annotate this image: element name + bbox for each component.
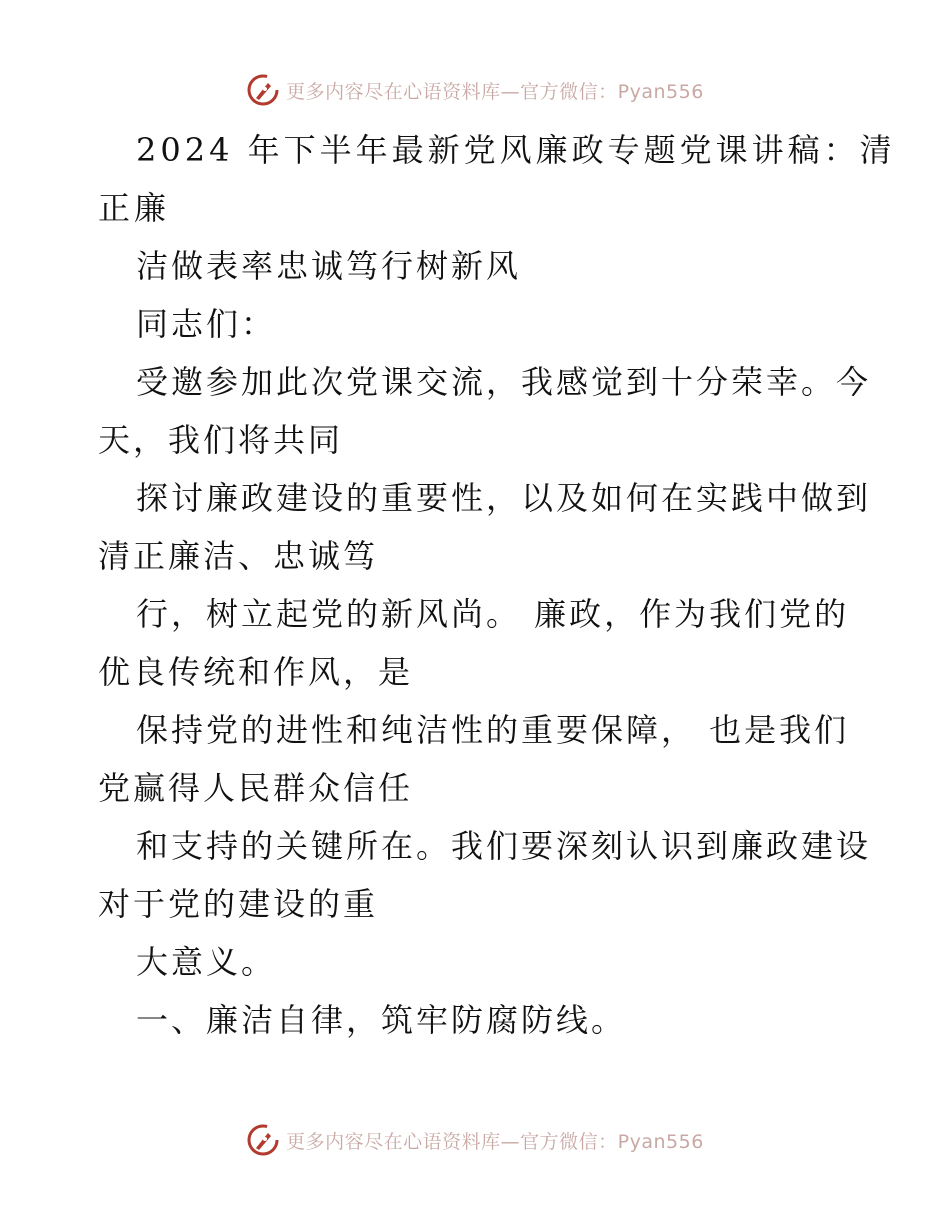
doc-text-line: 行，树立起党的新风尚。 廉政，作为我们党的 [136, 595, 850, 633]
document-body [98, 121, 896, 1049]
doc-section-heading: 一、廉洁自律，筑牢防腐防线。 [136, 1001, 627, 1039]
pen-circle-logo [246, 1123, 280, 1157]
pen-circle-logo [246, 73, 280, 107]
doc-text-line: 优良传统和作风，是 [98, 653, 414, 691]
doc-text-line: 保持党的进性和纯洁性的重要保障， 也是我们 [136, 711, 850, 749]
doc-subtitle: 洁做表率忠诚笃行树新风 [136, 247, 522, 285]
doc-title-line-1: 2024 年下半年最新党风廉政专题党课讲稿：清 [136, 131, 896, 169]
doc-text-line: 清正廉洁、忠诚笃 [98, 537, 379, 575]
doc-text-line: 和支持的关键所在。我们要深刻认识到廉政建设 [136, 827, 872, 865]
watermark-text: 更多内容尽在心语资料库—官方微信：Pyan556 [286, 80, 704, 103]
doc-salutation: 同志们： [136, 305, 277, 343]
watermark-text: 更多内容尽在心语资料库—官方微信：Pyan556 [286, 1130, 704, 1153]
doc-text-line: 受邀参加此次党课交流，我感觉到十分荣幸。今 [136, 363, 872, 401]
header-watermark [0, 70, 950, 110]
doc-text-line: 探讨廉政建设的重要性，以及如何在实践中做到 [136, 479, 872, 517]
footer-watermark [0, 1120, 950, 1160]
doc-text-line: 党赢得人民群众信任 [98, 769, 414, 807]
doc-title-line-2: 正廉 [98, 189, 171, 227]
doc-text-line: 对于党的建设的重 [98, 885, 379, 923]
doc-text-line: 天，我们将共同 [98, 421, 344, 459]
doc-text-line: 大意义。 [136, 943, 277, 981]
